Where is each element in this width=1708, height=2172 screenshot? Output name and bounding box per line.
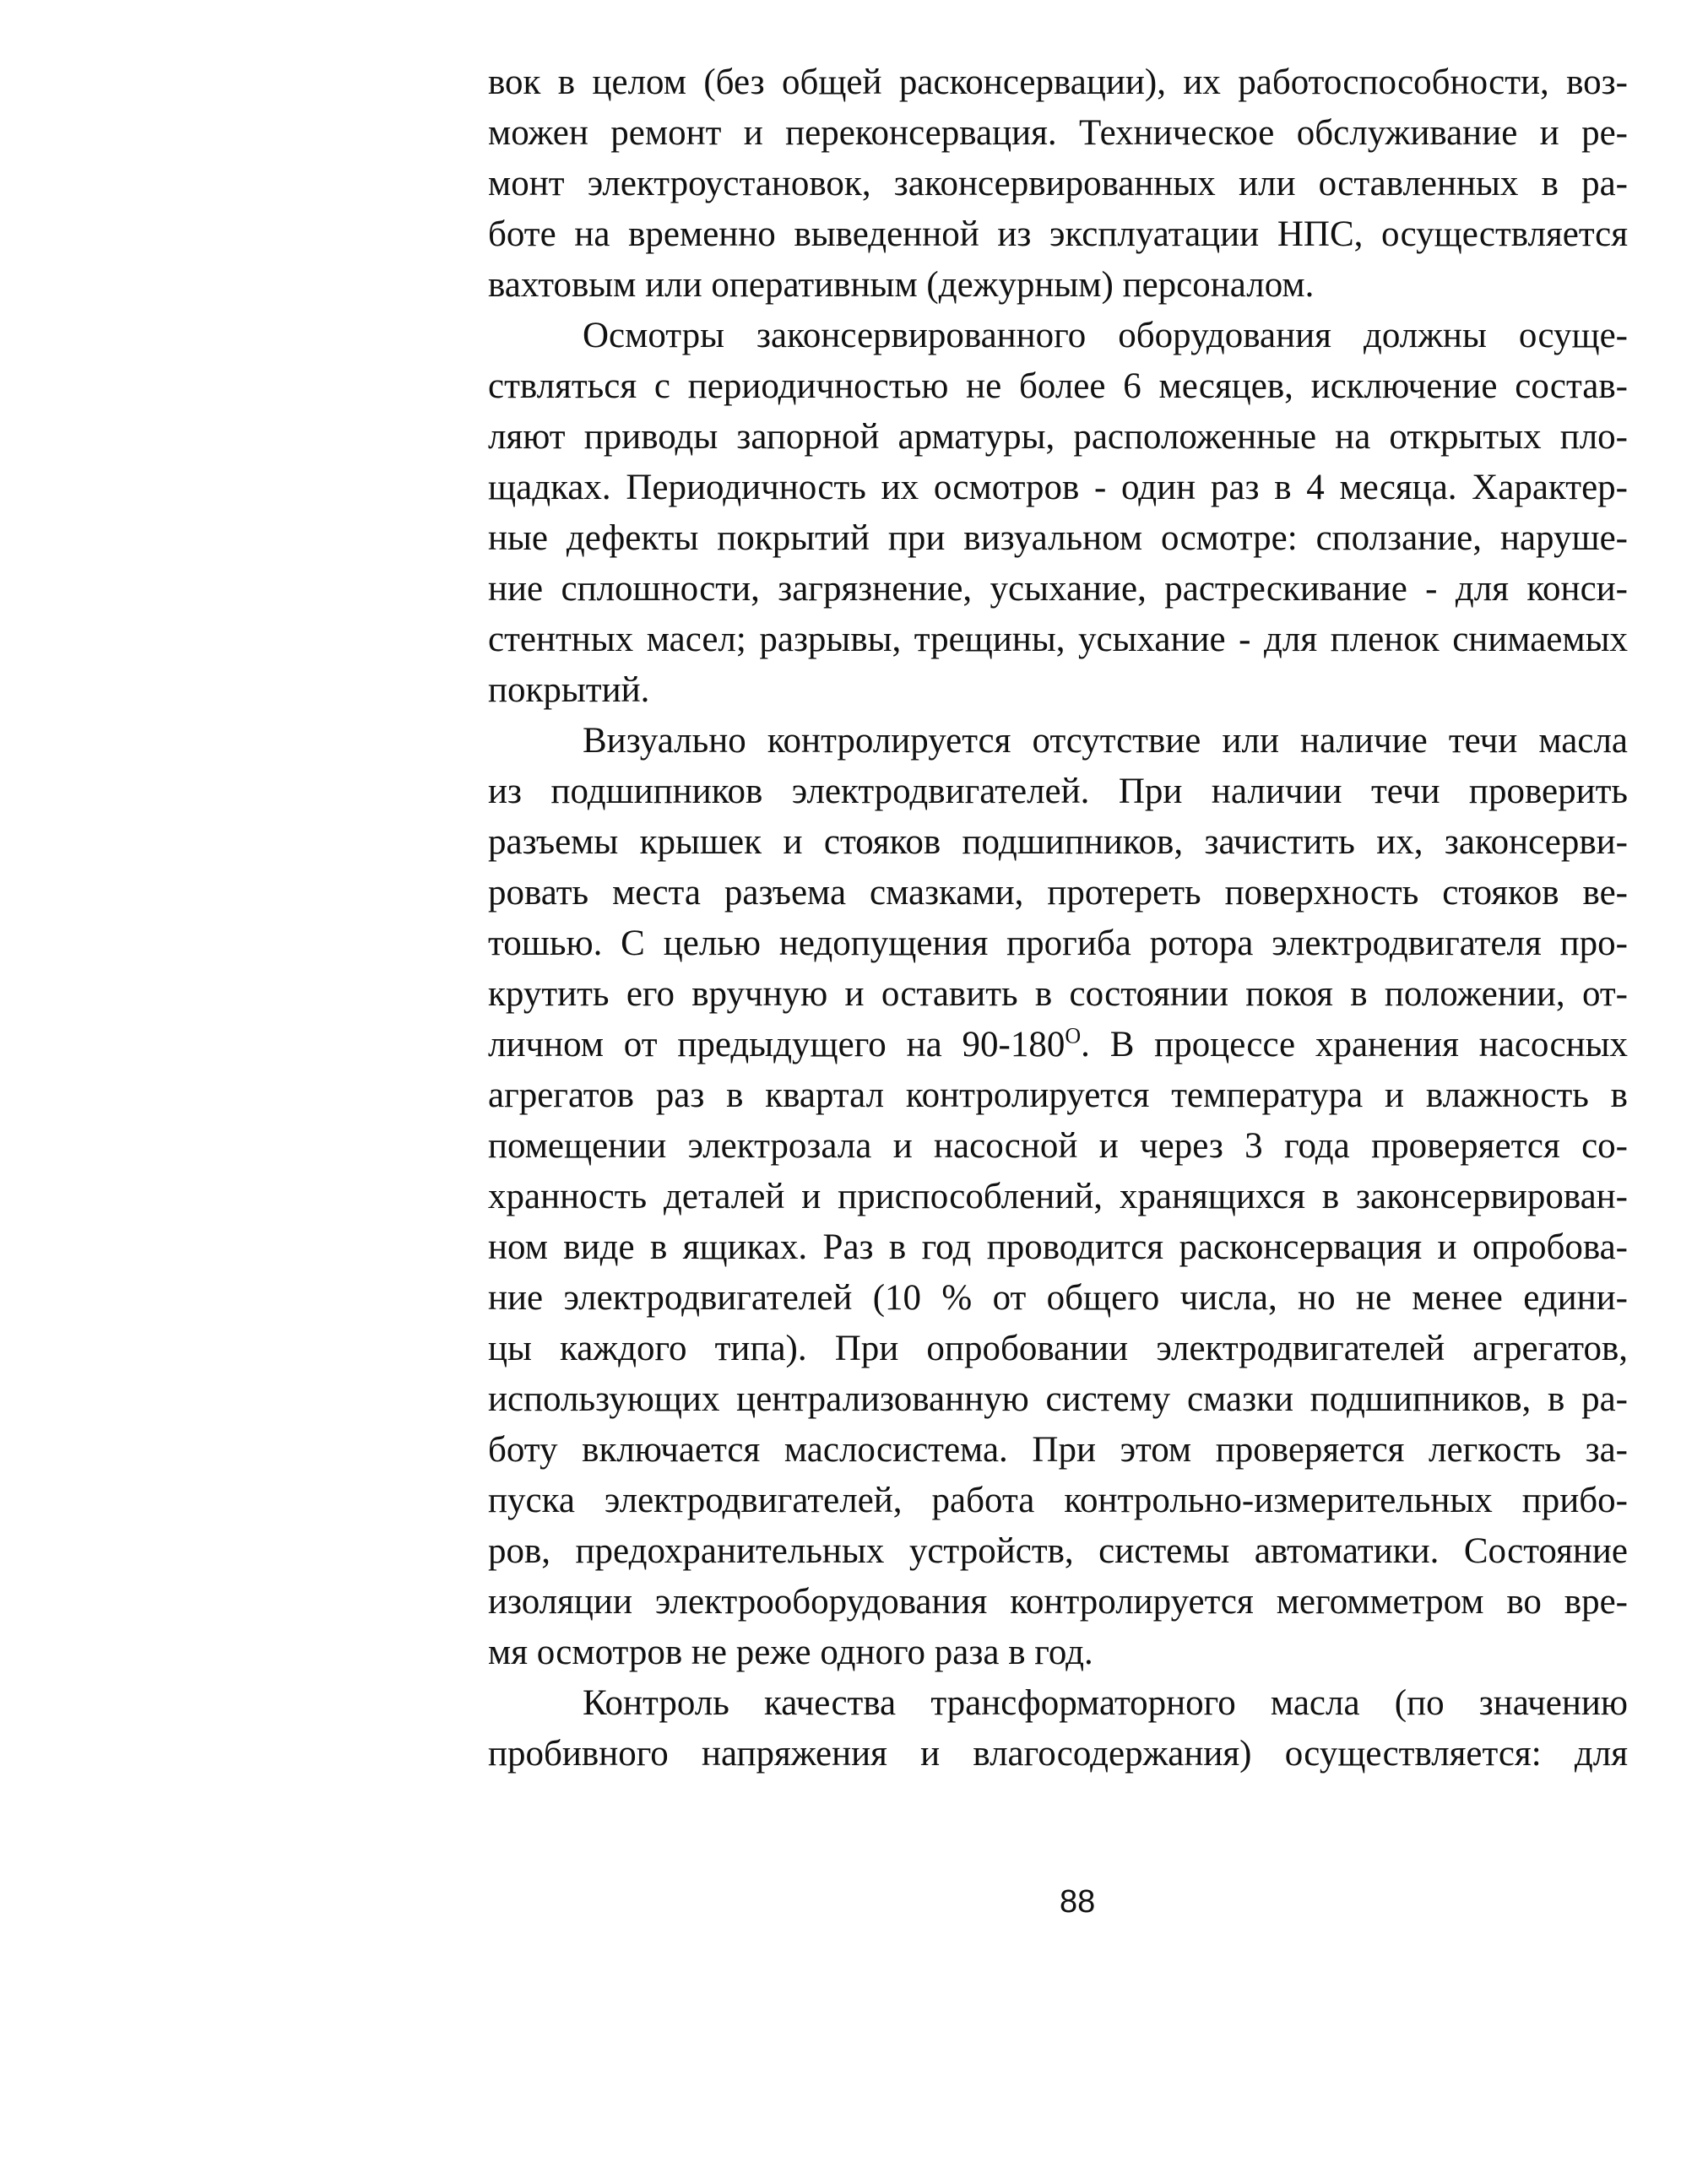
text-line: ляют приводы запорной арматуры, расположенные на открытых пло-	[488, 417, 1628, 457]
text-line: боте на временно выведенной из эксплуатации НПС, осуществляется	[488, 214, 1628, 254]
text-line: ном виде в ящиках. Раз в год проводится расконсервация и опробова-	[488, 1227, 1628, 1267]
degree-line-after: . В процессе хранения насосных	[1081, 1025, 1628, 1064]
text-line: агрегатов раз в квартал контролируется температура и влажность в	[488, 1075, 1628, 1115]
text-line: покрытий.	[488, 670, 650, 710]
text-line: щадках. Периодичность их осмотров - один раз в 4 месяца. Характер-	[488, 468, 1628, 507]
text-line: пуска электродвигателей, работа контрольно-измерительных прибо-	[488, 1481, 1628, 1520]
text-line: из подшипников электродвигателей. При наличии течи проверить	[488, 772, 1628, 811]
page-number: 88	[1060, 1884, 1096, 1920]
text-line: Контроль качества трансформаторного масла (по значению	[583, 1683, 1628, 1723]
text-line: Осмотры законсервированного оборудования должны осуще-	[583, 316, 1628, 355]
text-line: ние сплошности, загрязнение, усыхание, растрескивание - для конси-	[488, 569, 1628, 609]
degree-line-before: личном от предыдущего на 90-180	[488, 1025, 1065, 1064]
text-line: разъемы крышек и стояков подшипников, зачистить их, законсерви-	[488, 822, 1628, 862]
text-line: изоляции электрооборудования контролируется мегомметром во вре-	[488, 1582, 1628, 1622]
text-line: ровать места разъема смазками, протереть поверхность стояков ве-	[488, 873, 1628, 913]
body-text	[488, 57, 1628, 1779]
text-line: монт электроустановок, законсервированных или оставленных в ра-	[488, 164, 1628, 203]
text-line: хранность деталей и приспособлений, хранящихся в законсервирован-	[488, 1177, 1628, 1216]
text-line: ные дефекты покрытий при визуальном осмотре: сползание, наруше-	[488, 518, 1628, 558]
text-line-degree	[488, 1020, 1628, 1070]
text-line: можен ремонт и переконсервация. Техническое обслуживание и ре-	[488, 113, 1628, 153]
text-line: тошью. С целью недопущения прогиба ротора электродвигателя про-	[488, 924, 1628, 963]
text-line: цы каждого типа). При опробовании электродвигателей агрегатов,	[488, 1329, 1628, 1368]
text-line: стентных масел; разрывы, трещины, усыхание - для пленок снимаемых	[488, 620, 1628, 659]
text-line: мя осмотров не реже одного раза в год.	[488, 1633, 1093, 1672]
text-line: вахтовым или оперативным (дежурным) персоналом.	[488, 265, 1315, 305]
text-line: боту включается маслосистема. При этом проверяется легкость за-	[488, 1430, 1628, 1470]
text-line: ние электродвигателей (10 % от общего числа, но не менее едини-	[488, 1278, 1628, 1318]
text-line: использующих централизованную систему смазки подшипников, в ра-	[488, 1379, 1628, 1419]
degree-superscript: O	[1065, 1023, 1082, 1048]
text-line: помещении электрозала и насосной и через 3 года проверяется со-	[488, 1126, 1628, 1166]
text-line: Визуально контролируется отсутствие или наличие течи масла	[583, 721, 1628, 761]
text-line: ров, предохранительных устройств, системы автоматики. Состояние	[488, 1531, 1628, 1571]
text-line: ствляться с периодичностью не более 6 месяцев, исключение состав-	[488, 366, 1628, 406]
text-line: вок в целом (без общей расконсервации), их работоспособности, воз-	[488, 62, 1628, 102]
text-line: крутить его вручную и оставить в состоянии покоя в положении, от-	[488, 974, 1628, 1014]
text-line: пробивного напряжения и влагосодержания) осуществляется: для	[488, 1734, 1628, 1774]
